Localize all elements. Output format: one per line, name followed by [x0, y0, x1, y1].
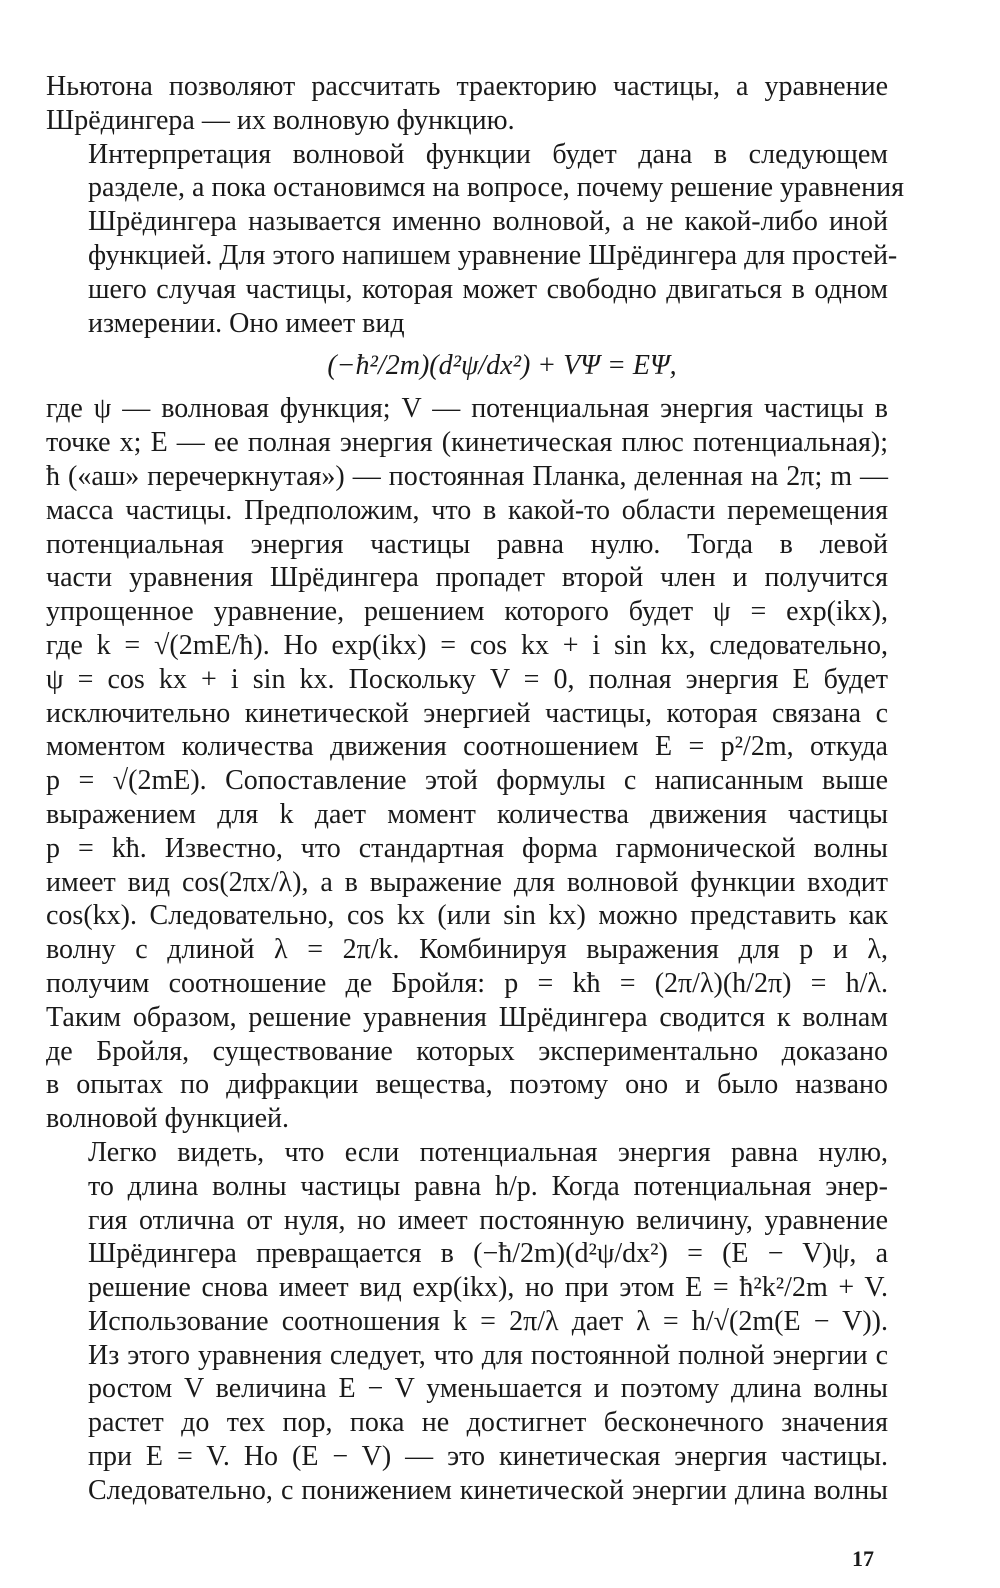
text-line: Шрёдингера — их волновую функцию. [46, 104, 515, 136]
text-line: волновой функцией. [46, 1103, 290, 1135]
text-line: ростом V величина E − V уменьшается и поэтому длина волны [88, 1373, 888, 1405]
text-line: Интерпретация волновой функции будет дана в следующем [88, 138, 888, 170]
text-line: упрощенное уравнение, решением которого будет ψ = exp(ikx), [46, 596, 888, 628]
text-line: p = kħ. Известно, что стандартная форма гармонической волны [46, 832, 888, 864]
text-line: гия отлична от нуля, но имеет постоянную величину, уравнение [88, 1204, 888, 1236]
text-line: решение снова имеет вид exp(ikx), но при этом E = ħ²k²/2m + V. [88, 1272, 888, 1304]
paragraph-4 [46, 1136, 888, 1508]
text-line: Ньютона позволяют рассчитать траекторию частицы, а уравнение [46, 71, 888, 102]
text-line: Следовательно, с понижением кинетической энергии длина волны [88, 1474, 888, 1506]
text-line: где k = √(2mE/ħ). Но exp(ikx) = cos kx + i sin kx, следовательно, [46, 629, 888, 661]
text-line: разделе, а пока остановимся на вопросе, почему решение уравнения [88, 172, 904, 204]
text-line: моментом количества движения соотношением E = p²/2m, откуда [46, 731, 888, 763]
text-line: Шрёдингера называется именно волновой, а не какой-либо иной [88, 206, 888, 238]
text-line: Использование соотношения k = 2π/λ дает λ = h/√(2m(E − V)). [88, 1305, 888, 1337]
paragraph-2 [46, 138, 904, 341]
text-line: где ψ — волновая функция; V — потенциальная энергия частицы в [46, 393, 888, 425]
text-line: то длина волны частицы равна h/p. Когда потенциальная энер- [88, 1170, 888, 1202]
text-line: функцией. Для этого напишем уравнение Шрёдингера для простей- [88, 239, 898, 271]
text-line: cos(kx). Следовательно, cos kx (или sin kx) можно представить как [46, 900, 888, 932]
text-line: исключительно кинетической энергией частицы, которая связана с [46, 697, 888, 729]
text-line: потенциальная энергия частицы равна нулю. Тогда в левой [46, 528, 888, 560]
text-line: при E = V. Но (E − V) — это кинетическая энергия частицы. [88, 1441, 888, 1473]
text-line: измерении. Оно имеет вид [88, 307, 405, 339]
paragraph-3 [46, 392, 888, 1136]
text-line: получим соотношение де Бройля: p = kħ = (2π/λ)(h/2π) = h/λ. [46, 967, 888, 999]
text-line: выражением для k дает момент количества движения частицы [46, 798, 888, 830]
text-line: де Бройля, существование которых экспериментально доказано [46, 1035, 888, 1067]
schrodinger-equation: (−ħ²/2m)(d²ψ/dx²) + VΨ = EΨ, [327, 350, 677, 382]
text-line: p = √(2mE). Сопоставление этой формулы с написанным выше [46, 765, 888, 797]
text-line: ħ («аш» перечеркнутая») — постоянная Планка, деленная на 2π; m — [46, 460, 888, 492]
paragraph-1 [46, 70, 888, 138]
text-line: ψ = cos kx + i sin kx. Поскольку V = 0, полная энергия E будет [46, 663, 888, 695]
text-line: Шрёдингера превращается в (−ħ/2m)(d²ψ/dx²) = (E − V)ψ, а [88, 1238, 888, 1270]
text-line: в опытах по дифракции вещества, поэтому оно и было названо [46, 1069, 888, 1101]
text-line: Таким образом, решение уравнения Шрёдингера сводится к волнам [46, 1001, 888, 1033]
page-body [46, 70, 904, 1508]
text-line: волну с длиной λ = 2π/k. Комбинируя выражения для p и λ, [46, 934, 888, 966]
text-line: Легко видеть, что если потенциальная энергия равна нулю, [88, 1136, 888, 1168]
text-line: Из этого уравнения следует, что для постоянной полной энергии с [88, 1339, 888, 1371]
text-line: точке x; E — ее полная энергия (кинетическая плюс потенциальная); [46, 427, 888, 459]
text-line: имеет вид cos(2πx/λ), а в выражение для волновой функции входит [46, 866, 888, 898]
text-line: масса частицы. Предположим, что в какой-то области перемещения [46, 494, 888, 526]
text-line: шего случая частицы, которая может свободно двигаться в одном [88, 273, 888, 305]
page-number: 17 [852, 1546, 874, 1571]
text-line: растет до тех пор, пока не достигнет бесконечного значения [88, 1407, 888, 1439]
text-line: части уравнения Шрёдингера пропадет второй член и получится [46, 562, 888, 594]
